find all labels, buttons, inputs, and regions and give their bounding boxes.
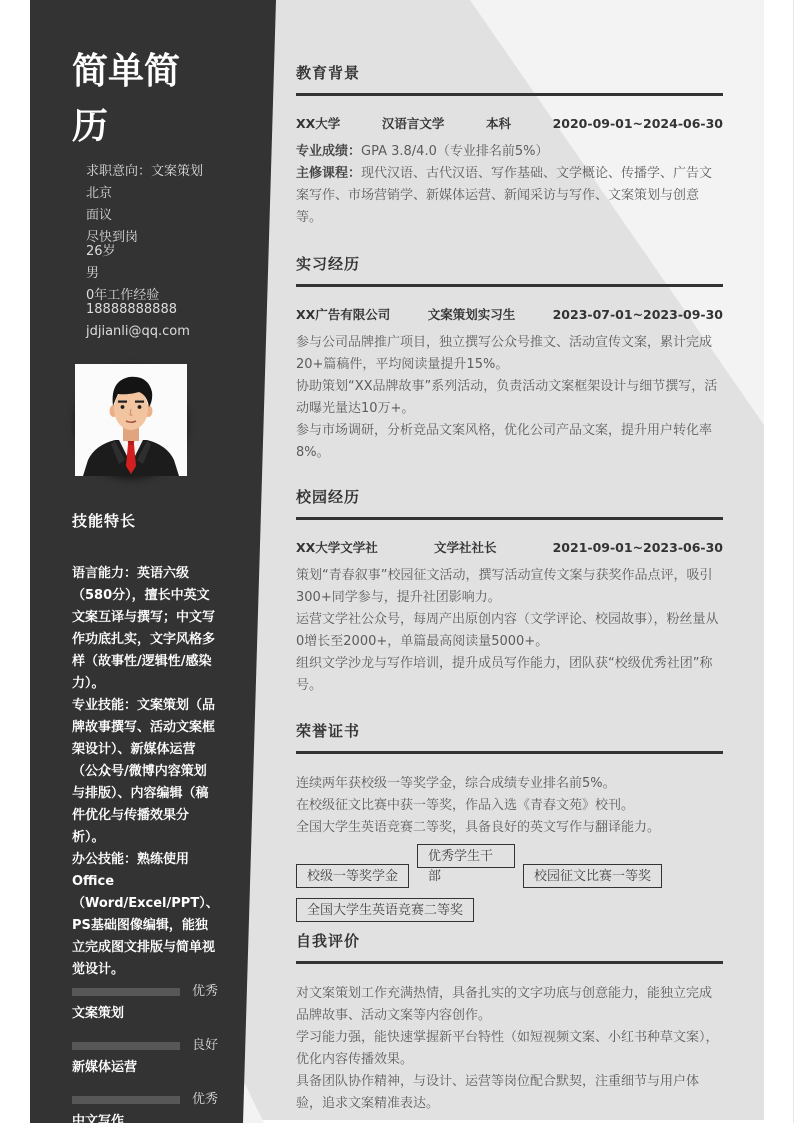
- detail-text: GPA 3.8/4.0（专业排名前5%）: [361, 144, 549, 159]
- detail-line: [296, 141, 723, 163]
- skill-paragraph-professional: [72, 695, 219, 849]
- honor-line: 在校级征文比赛中获一等奖，作品入选《青春文苑》校刊。: [296, 798, 635, 813]
- company-name: XX广告有限公司: [296, 307, 391, 322]
- skill-text: 熟练使用Office（Word/Excel/PPT）、PS基础图像编辑，能独立完成图文排版与简单视觉设计。: [72, 852, 219, 977]
- campus-role: 文学社社长: [433, 540, 497, 555]
- internship-section: [296, 254, 723, 464]
- skill-progress-bar: [72, 988, 180, 996]
- skill-level-label: 优秀: [192, 984, 219, 999]
- gender: 男: [86, 266, 100, 281]
- skill-level-label: 良好: [192, 1038, 219, 1053]
- job-role: 文案策划实习生: [427, 307, 516, 322]
- degree: 本科: [485, 116, 511, 131]
- honor-tag: 全国大学生英语竞赛二等奖: [296, 898, 474, 922]
- skill-level-item: [72, 981, 242, 1025]
- section-divider: [296, 93, 723, 96]
- light-corner-shape: [243, 1082, 264, 1123]
- skill-paragraph-office: [72, 849, 219, 981]
- bullet-line: 参与市场调研，分析竞品文案风格，优化公司产品文案，提升用户转化率8%。: [296, 423, 713, 460]
- campus-entry-header: [296, 538, 723, 558]
- skill-name: 中文写作: [72, 1114, 125, 1129]
- availability: 尽快到岗: [86, 230, 139, 245]
- age: 26岁: [86, 244, 116, 259]
- internship-entry-header: [296, 305, 723, 325]
- work-experience: 0年工作经验: [86, 288, 160, 303]
- section-divider: [296, 751, 723, 754]
- skill-level-label: 优秀: [192, 1092, 219, 1107]
- honor-line: 连续两年获校级一等奖学金，综合成绩专业排名前5%。: [296, 776, 616, 791]
- phone-number: 18888888888: [86, 302, 177, 317]
- skill-label: 语言能力：: [72, 566, 138, 581]
- detail-label: 主修课程：: [296, 166, 362, 181]
- skill-bar-row: [72, 1035, 242, 1057]
- person-portrait-icon: [75, 364, 187, 476]
- evaluation-line: 具备团队协作精神，与设计、运营等岗位配合默契，注重细节与用户体验，追求文案精准表达。: [296, 1074, 700, 1111]
- section-title: 教育背景: [296, 64, 361, 82]
- evaluation-line: 对文案策划工作充满热情，具备扎实的文字功底与创意能力，能独立完成品牌故事、活动文案等内容创作。: [296, 986, 713, 1023]
- skill-level-item: [72, 1089, 242, 1133]
- resume-title: 简单简历: [72, 51, 181, 147]
- internship-period: 2023-07-01~2023-09-30: [552, 307, 723, 322]
- skill-progress-bar: [72, 1096, 180, 1104]
- email-address: jdjianli@qq.com: [86, 324, 190, 339]
- internship-details: [296, 332, 723, 464]
- education-period: 2020-09-01~2024-06-30: [552, 116, 723, 131]
- skills-description: [72, 563, 219, 981]
- honors-list: [296, 773, 723, 839]
- detail-line: [296, 163, 723, 229]
- campus-period: 2021-09-01~2023-06-30: [552, 540, 723, 555]
- personal-info-list: [86, 165, 203, 339]
- skill-level-item: [72, 1035, 242, 1079]
- bullet-line: 参与公司品牌推广项目，独立撰写公众号推文、活动宣传文案，累计完成20+篇稿件，平均阅读量提升15%。: [296, 335, 713, 372]
- skill-level-list: [72, 981, 242, 1143]
- section-divider: [296, 517, 723, 520]
- skill-label: 办公技能：: [72, 852, 138, 867]
- education-entry-header: [296, 114, 723, 134]
- skill-label: 专业技能：: [72, 698, 138, 713]
- bullet-line: 协助策划“XX品牌故事”系列活动，负责活动文案框架设计与细节撰写，活动曝光量达10万+。: [296, 379, 718, 416]
- bullet-line: 运营文学社公众号，每周产出原创内容（文学评论、校园故事），粉丝量从0增长至2000+，单篇最高阅读量5000+。: [296, 612, 719, 649]
- honors-section: [296, 721, 723, 932]
- skill-text: 英语六级（580分），擅长中英文文案互译与撰写；中文写作功底扎实，文字风格多样（故事性/逻辑性/感染力）。: [72, 566, 216, 691]
- honor-line: 全国大学生英语竞赛二等奖，具备良好的英文写作与翻译能力。: [296, 820, 661, 835]
- job-intention: 求职意向：文案策划: [86, 164, 204, 179]
- bullet-line: 策划“青春叙事”校园征文活动，撰写活动宣传文案与获奖作品点评，吸引300+同学参与，提升社团影响力。: [296, 568, 713, 605]
- education-details: [296, 141, 723, 229]
- honor-tags: [296, 844, 723, 932]
- resume-page: [30, 0, 764, 1129]
- section-title: 实习经历: [296, 255, 361, 273]
- skill-name: 文案策划: [72, 1006, 125, 1021]
- section-divider: [296, 961, 723, 964]
- avatar: [75, 364, 187, 476]
- detail-text: 现代汉语、古代汉语、写作基础、文学概论、传播学、广告文案写作、市场营销学、新媒体运营、新闻采访与写作、文案策划与创意等。: [296, 166, 713, 225]
- section-divider: [296, 284, 723, 287]
- skills-heading: 技能特长: [72, 512, 137, 530]
- honor-tag: 校级一等奖学金: [296, 864, 409, 888]
- detail-label: 专业成绩：: [296, 144, 362, 159]
- education-section: [296, 63, 723, 229]
- skill-name: 新媒体运营: [72, 1060, 138, 1075]
- expected-salary: 面议: [86, 208, 113, 223]
- honor-tag: 优秀学生干部: [417, 844, 515, 868]
- skill-text: 文案策划（品牌故事撰写、活动文案框架设计）、新媒体运营（公众号/微博内容策划与排版）、内容编辑（稿件优化与传播效果分析）。: [72, 698, 216, 845]
- skill-progress-bar: [72, 1042, 180, 1050]
- campus-section: [296, 487, 723, 697]
- self-evaluation-section: [296, 931, 723, 1115]
- honor-tag: 校园征文比赛一等奖: [523, 864, 662, 888]
- section-title: 校园经历: [296, 488, 361, 506]
- skill-paragraph-language: [72, 563, 219, 695]
- organization-name: XX大学文学社: [296, 540, 378, 555]
- section-title: 自我评价: [296, 932, 361, 950]
- campus-details: [296, 565, 723, 697]
- school-name: XX大学: [296, 116, 341, 131]
- location: 北京: [86, 186, 113, 201]
- bullet-line: 组织文学沙龙与写作培训，提升成员写作能力，团队获“校级优秀社团”称号。: [296, 656, 713, 693]
- skill-bar-row: [72, 981, 242, 1003]
- evaluation-line: 学习能力强，能快速掌握新平台特性（如短视频文案、小红书种草文案），优化内容传播效果。: [296, 1030, 719, 1067]
- section-title: 荣誉证书: [296, 722, 361, 740]
- skill-bar-row: [72, 1089, 242, 1111]
- major: 汉语言文学: [381, 116, 445, 131]
- self-evaluation-text: [296, 983, 723, 1115]
